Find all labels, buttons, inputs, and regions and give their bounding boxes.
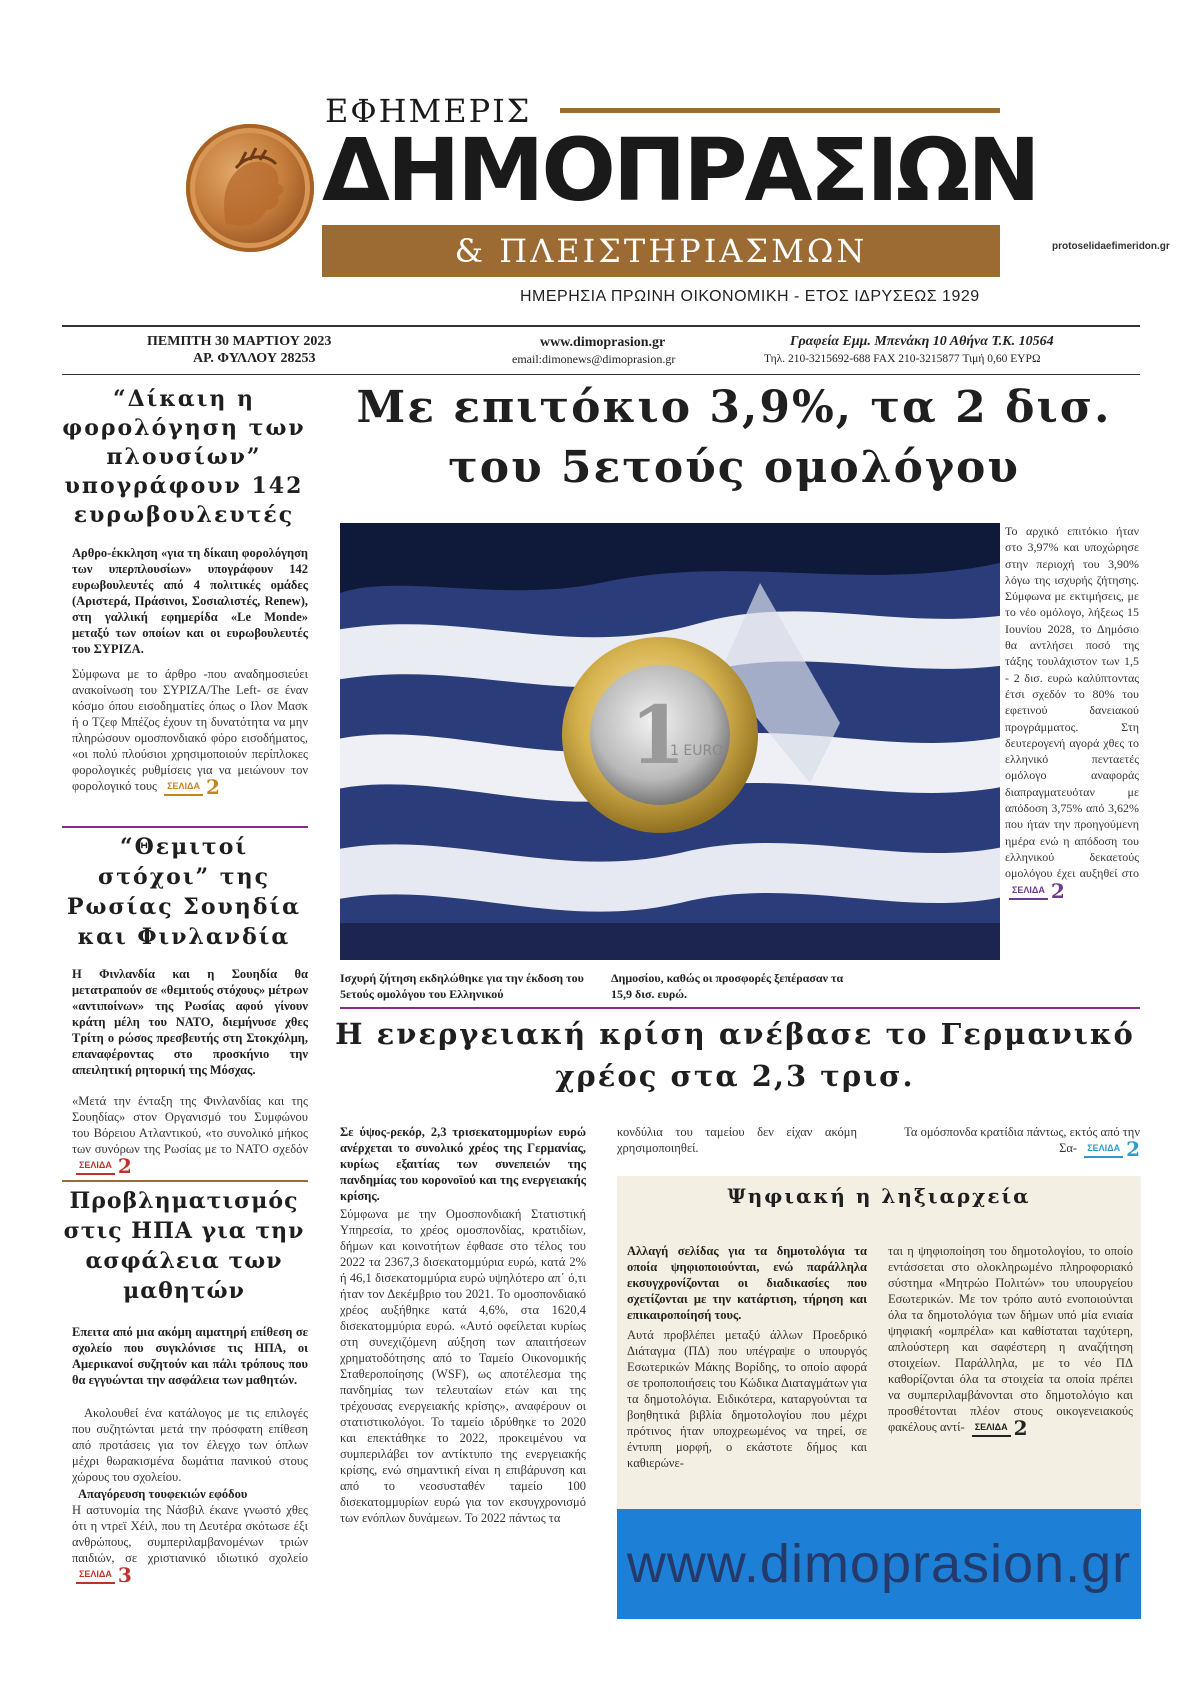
energy-col3-span: Τα ομόσπονδα κρατίδια πάντως, εκτός από την Σα-	[904, 1125, 1140, 1155]
energy-headline-line-2: χρέος στα 2,3 τρισ.	[555, 1059, 915, 1093]
energy-col3-text	[885, 1124, 1140, 1162]
energy-headline-line-1: Η ενεργειακή κρίση ανέβασε το Γερμανικό	[335, 1017, 1135, 1051]
greek-flag-euro-coin-image	[340, 523, 1000, 960]
main-headline-line-1: Με επιτόκιο 3,9%, τα 2 δισ.	[356, 382, 1112, 433]
article-lead-usa: Επειτα από μια ακόμη αιματηρή επίθεση σε σχολείο που συγκλόνισε τις ΗΠΑ, οι Αμερικανοί συζητούν και πάλι τρόπους που θα εγγυώνται την ασφάλεια των μαθητών.	[72, 1325, 308, 1387]
info-rule	[62, 374, 1140, 375]
separator	[62, 826, 308, 828]
selida-tag[interactable]: ΣΕΛΙΔΑ	[1084, 1140, 1123, 1158]
article-title-usa[interactable]: Προβληματισμός στις ΗΠΑ για την ασφάλεια των μαθητών	[63, 1188, 305, 1304]
masthead-tagline: ΗΜΕΡΗΣΙΑ ΠΡΩΙΝΗ ΟΙΚΟΝΟΜΙΚΗ - ΕΤΟΣ ΙΔΡΥΣΕΩΣ 1929	[520, 288, 980, 305]
page-ref[interactable]: 2	[205, 775, 220, 800]
registry-body-2	[888, 1243, 1133, 1441]
top-rule	[62, 325, 1140, 327]
separator	[62, 1180, 308, 1182]
website-banner-text[interactable]: www.dimoprasion.gr	[626, 1534, 1132, 1594]
website-link[interactable]: www.dimoprasion.gr	[540, 335, 666, 350]
masthead-subtitle: & ΠΛΕΙΣΤΗΡΙΑΣΜΩΝ	[322, 225, 1000, 277]
contact-line: Τηλ. 210-3215692-688 FAX 210-3215877 Τιμή 0,60 ΕΥΡΩ	[764, 353, 1041, 365]
issue-date: ΠΕΜΠΤΗ 30 ΜΑΡΤΙΟΥ 2023	[147, 334, 332, 349]
energy-headline[interactable]	[330, 1013, 1140, 1097]
article-body-russia	[72, 1093, 308, 1179]
masthead-small-title: ΕΦΗΜΕΡΙΣ	[325, 92, 532, 130]
article-subhead-usa: Απαγόρευση τουφεκιών εφόδου	[78, 1487, 248, 1501]
energy-body: Σύμφωνα με την Ομοσπονδιακή Στατιστική Υπηρεσία, το χρέος ομοσπονδίας, κρατιδίων, δήμων και κοινοτήτων έφθασε στο τέλος του 2022 τα 2367,3 δισεκατομμύρια ευρώ, κατά 2% ή 46,1 δισεκατομμύρια ευρώ υψηλότερο απ΄ ό,τι ήταν τον Δεκέμβριο του 2021. Το ομοσπονδιακό χρέος αυξήθηκε κατά 4,6%, στα 1620,4 δισεκατομμύρια ευρώ. «Αυτό οφείλεται κυρίως στη συνεχιζόμενη αύξηση των απαιτήσεων χρηματοδότησης από το Ταμείο Οικονομικής Σταθεροποίησης (WSF), ως αποτέλεσμα της πανδημίας των τελευταίων ετών και της τρέχουσας ενεργειακής κρίσης», αναφέρουν οι στατιστικολόγοι. Το ταμείο ιδρύθηκε το 2020 και επεκτάθηκε το 2022, προκειμένου να συμπεριλάβει τον αντίκτυπο της ενεργειακής κρίσης, ενώ σημαντική είναι η επιβάρυνση και από το νεοσυσταθέν ταμείο 100 δισεκατομμυρίων ευρώ για τον εκσυγχρονισμό των ενόπλων δυνάμεων. Το 2022 πάντως τα	[340, 1207, 586, 1525]
email-link[interactable]: email:dimonews@dimoprasion.gr	[512, 352, 676, 366]
energy-lead: Σε ύψος-ρεκόρ, 2,3 τρισεκατομμυρίων ευρώ ανέρχεται το συνολικό χρέος της Γερμανίας, κυρίως εξαιτίας των συνεπειών της πανδημίας του κορονοϊού και της ενεργειακής κρίσης.	[340, 1125, 586, 1203]
registry-title[interactable]: Ψηφιακή η ληξιαρχεία	[727, 1184, 1031, 1208]
issue-number: ΑΡ. ΦΥΛΛΟΥ 28253	[193, 351, 316, 366]
article-body-usa	[72, 1405, 308, 1588]
article-body-tax	[72, 666, 308, 800]
registry-lead: Αλλαγή σελίδας για τα δημοτολόγια τα οποία ψηφιοποιούνται, ενώ παράλληλα εκσυγχρονίζονται οι διαδικασίες που σχετίζονται με την κατάρτιση, τήρηση και επικαιροποίησή τους.	[627, 1244, 867, 1322]
registry-body-1: Αυτά προβλέπει μεταξύ άλλων Προεδρικό Διάταγμα (ΠΔ) που υπέγραψε ο υπουργός Εσωτερικών Μάκης Βορίδης, το οποίο αφορά σε τροποποιήσεις του Κώδικα Διαταγμάτων για τα δημοτολόγια. Ειδικότερα, καταργούνται τα βοηθητικά βιβλία δημοτολογίου που μέχρι πρότινος ήταν υποχρεωμένος να τηρεί, σε έντυπη μορφή, ο εκάστοτε δήμος και καθιερώνε-	[627, 1328, 867, 1470]
article-title-russia[interactable]: “Θεμιτοί στόχοι” της Ρωσίας Σουηδία και Φινλανδία	[66, 834, 302, 950]
masthead-title: ΔΗΜΟΠΡΑΣΙΩΝ	[322, 121, 1038, 221]
page-ref[interactable]: 2	[1126, 1137, 1140, 1162]
page-ref[interactable]: 2	[1050, 878, 1065, 903]
coin-text: 1 EURO	[670, 743, 724, 759]
photo-caption-a: Ισχυρή ζήτηση εκδηλώθηκε για την έκδοση του 5ετούς ομολόγου του Ελληνικού	[340, 971, 584, 1001]
article-text-tax: Σύμφωνα με το άρθρο -που αναδημοσιεύει ανακοίνωση του ΣΥΡΙΖΑ/The Left- σε έναν κόσμο όπου εισοδηματίες όπως ο Ιλον Μασκ ή ο Τζεφ Μπέζος έχουν τη δυνατότητα να μην πληρώσουν ομοσπονδιακό φόρο εισοδήματος, «οι πολύ πλούσιοι χρησιμοποιούν περίπλοκες φορολογικές ρυθμίσεις για να μειώνουν τον φορολογικό τους	[72, 667, 308, 793]
side-watermark: protoselidaefimeridon.gr	[1052, 241, 1170, 252]
main-headline[interactable]	[330, 378, 1138, 498]
article-lead-russia: Η Φινλανδία και η Σουηδία θα μετατραπούν σε «θεμιτούς στόχους» μέτρων «αντιποίνων» της Ρωσίας αφού γίνουν κράτη μέλη του ΝΑΤΟ, διεμήνυσε χθες Τρίτη ο ρώσος πρεσβευτής στη Στοκχόλμη, επαναφέροντας στο προσκήνιο την απειλητική ρητορική της Μόσχας.	[72, 967, 308, 1077]
main-headline-line-2: του 5ετούς ομολόγου	[448, 442, 1020, 493]
article-text-usa-2: Η αστυνομία της Νάσβιλ έκανε γνωστό χθες ότι η ντρεϊ Χέιλ, που τη Δευτέρα σκότωσε έξι ανθρώπους, συμπεριλαμβανομένων τριών παιδιών, σε χριστιανικό ιδιωτικό σχολείο	[72, 1503, 308, 1565]
page-ref[interactable]: 2	[117, 1154, 132, 1179]
article-text-usa: Ακολουθεί ένα κατάλογος με τις επιλογές που συζητώνται μετά την πρόσφατη επίθεση από προτάσεις για τον έλεγχο των όπλων μέχρι θωρακισμένα δωμάτια πανικού στους χώρους του σχολείου.	[72, 1406, 308, 1484]
profile-head-icon	[186, 124, 314, 252]
separator	[340, 1007, 1140, 1009]
page-ref[interactable]: 2	[1013, 1416, 1028, 1441]
selida-tag[interactable]: ΣΕΛΙΔΑ	[1009, 882, 1048, 900]
selida-tag[interactable]: ΣΕΛΙΔΑ	[76, 1157, 115, 1175]
svg-text:1: 1	[630, 688, 686, 782]
page-ref[interactable]: 3	[117, 1563, 132, 1588]
office-address: Γραφεία Εμμ. Μπενάκη 10 Αθήνα Τ.Κ. 10564	[790, 334, 1054, 349]
energy-col2-text: κονδύλια του ταμείου δεν είχαν ακόμη χρησιμοποιηθεί.	[617, 1125, 857, 1155]
selida-tag[interactable]: ΣΕΛΙΔΑ	[972, 1419, 1011, 1437]
article-title-tax[interactable]: “Δίκαιη η φορολόγηση των πλουσίων” υπογράφουν 142 ευρωβουλευτές	[62, 386, 306, 528]
masthead-rule	[560, 108, 1000, 113]
bond-article-text: Το αρχικό επιτόκιο ήταν στο 3,97% και υποχώρησε στην περιοχή του 3,90% λόγω της ισχυρής ζήτησης. Σύμφωνα με εκτιμήσεις, με το νέο ομόλογο, λήξεως 15 Ιουνίου 2028, το Δημόσιο θα αντλήσει ποσό της τάξης τουλάχιστον των 1,5 - 2 δισ. ευρώ καλύπτοντας έτσι σχεδόν το 80% του εφετινού δανειακού προγράμματος. Στη δευτερογενή αγορά χθες το ελληνικό πενταετές ομόλογο αναφοράς διαπραγματευόταν με απόδοση 3,75% από 3,62% που ήταν την προηγούμενη ημέρα ενώ η απόδοση του ελληνικού δεκαετούς ομολόγου έχει αυξηθεί στο	[1005, 524, 1139, 881]
flag-coin-photo	[340, 523, 1000, 960]
coin-logo	[186, 124, 314, 252]
selida-tag[interactable]: ΣΕΛΙΔΑ	[76, 1566, 115, 1584]
photo-caption-b: Δημοσίου, καθώς οι προσφορές ξεπέρασαν τα 15,9 δισ. ευρώ.	[611, 971, 844, 1001]
registry-text-2: ται η ψηφιοποίηση του δημοτολογίου, το οποίο εντάσσεται στο ολοκληρωμένο πληροφοριακό σύστημα «Μητρώο Πολιτών» του υπουργείου Εσωτερικών. Με τον τρόπο αυτό ενοποιούνται όλα τα δημοτολόγια των δήμων υπό μία ενιαία ψηφιακή «ομπρέλα» και καθίσταται ταχύτερη, απλούστερη και σαφέστερη η αναζήτηση στοιχείων. Παράλληλα, με το νέο ΠΔ καθορίζονται όλα τα στοιχεία τα οποία πρέπει να συμπεριλαμβάνονται στο δημοτολόγιο και προσθέτονται πλέον στους οικογενειακούς φακέλους αντί-	[888, 1244, 1133, 1434]
bond-article-body	[1005, 523, 1139, 903]
article-lead-tax: Αρθρο-έκκληση «για τη δίκαιη φορολόγηση των υπερπλουσίων» υπογράφουν 142 ευρωβουλευτές από 4 πολιτικές ομάδες (Αριστερά, Πράσινοι, Σοσιαλιστές, Renew), στη γαλλική εφημερίδα «Le Monde» μεταξύ των οποίων και οι ευρωβουλευτές του ΣΥΡΙΖΑ.	[72, 546, 308, 656]
selida-tag[interactable]: ΣΕΛΙΔΑ	[164, 778, 203, 796]
article-text-russia: «Μετά την ένταξη της Φινλανδίας και της Σουηδίας» στον Οργανισμό του Συμφώνου του Βόρειου Ατλαντικού, «το συνολικό μήκος των συνόρων της Ρωσίας με το ΝΑΤΟ σχεδόν	[72, 1094, 308, 1156]
